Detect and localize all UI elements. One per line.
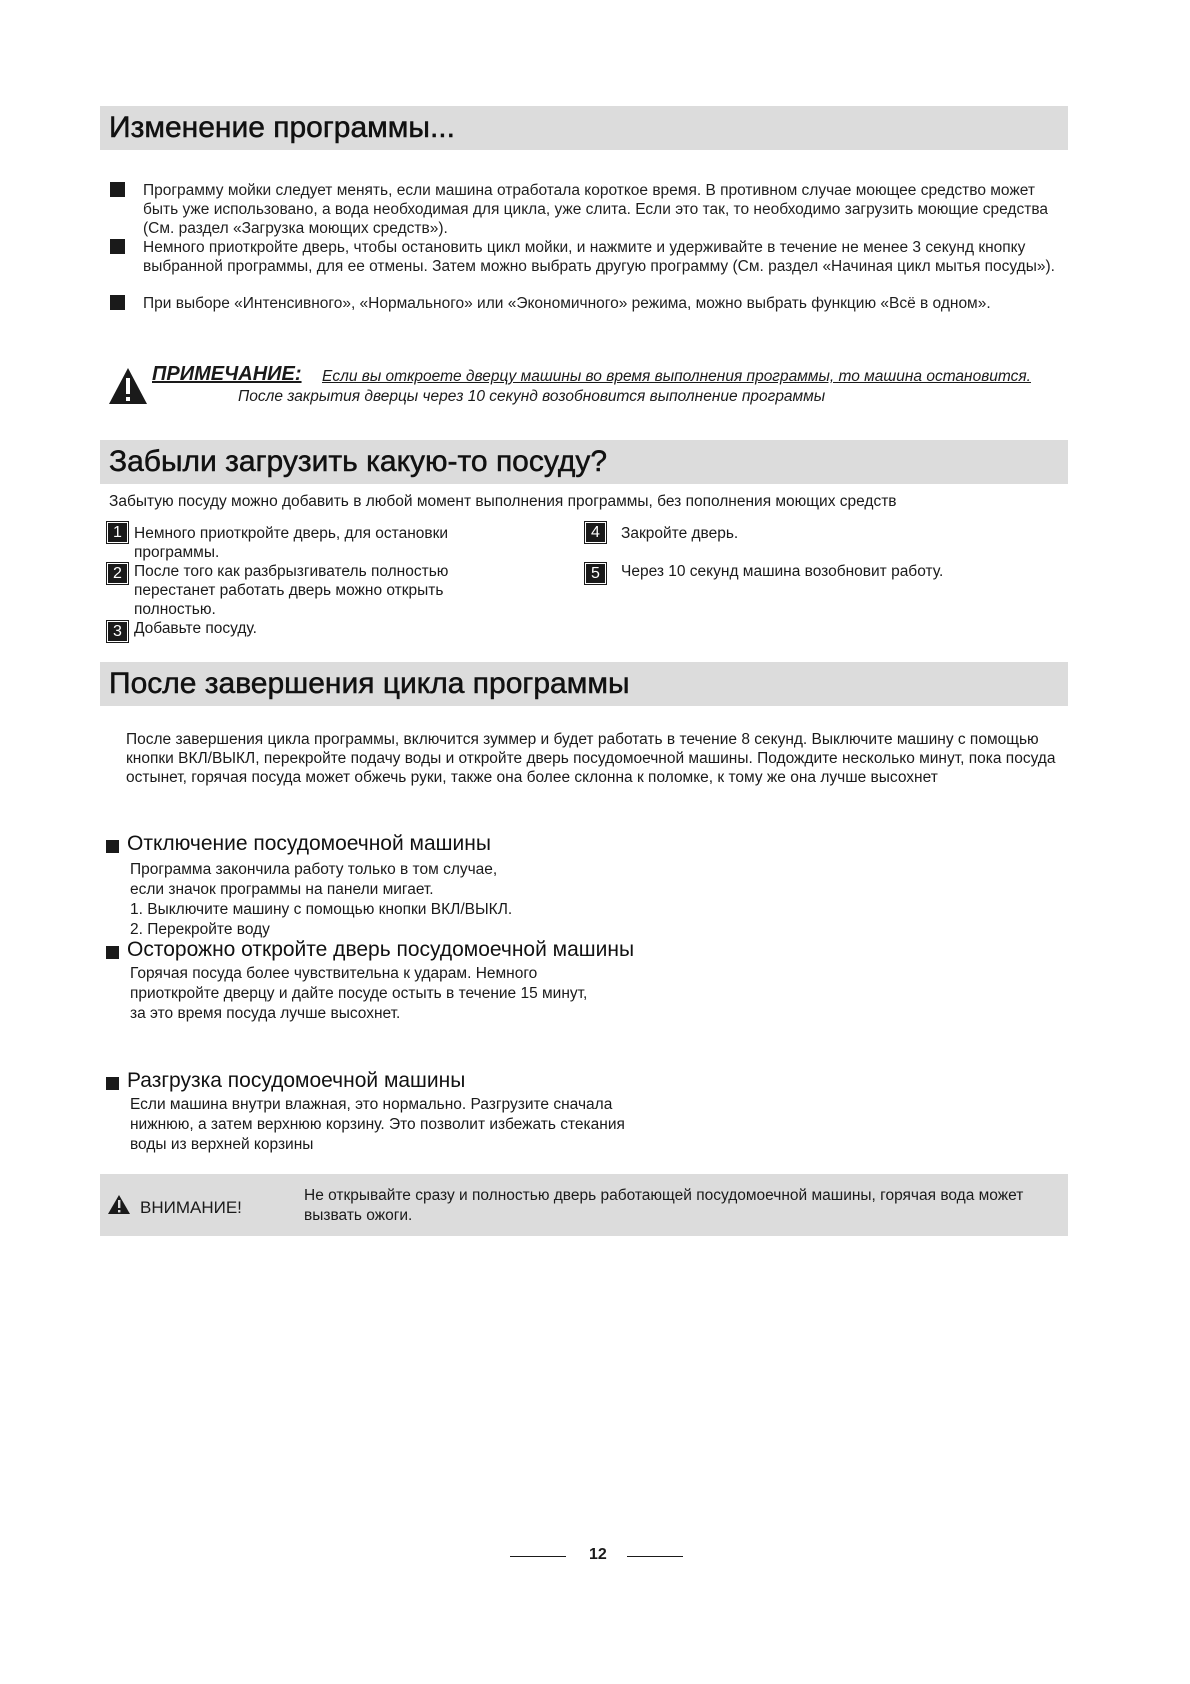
note-line-1: Если вы откроете дверцу машины во время выполнения программы, то машина остановится. [322,368,1031,385]
bullet-text: При выборе «Интенсивного», «Нормального» или «Экономичного» режима, можно выбрать функцию «Всё в одном». [143,295,991,312]
bullet-text: Немного приоткройте дверь, чтобы остановить цикл мойки, и нажмите и удерживайте в течение не менее 3 секунд кнопку выбранной программы, для ее отмены. Затем можно выбрать другую программу (См. раздел «Начиная цикл мытья посуды»). [143,239,1055,275]
bullet-square-icon [110,182,125,197]
step-number-badge: 2 [108,564,127,583]
section-title: Изменение программы... [109,111,455,144]
subsection-body: Программа закончила работу только в том случае, если значок программы на панели мигает. 1. Выключите машину с помощью кнопки ВКЛ/ВЫКЛ. 2. Перекройте воду [130,861,513,938]
step-number-badge: 3 [108,622,127,641]
step-number-badge: 4 [586,523,605,542]
section-intro: После завершения цикла программы, включится зуммер и будет работать в течение 8 секунд. Выключите машину с помощью кнопки ВКЛ/ВЫКЛ, перекройте подачу воды и откройте дверь посудомоечной машины. Подождите несколько минут, пока посуда остынет, горячая посуда может обжечь руки, также она более склонна к поломке, к тому же она лучше высохнет [126,731,1056,786]
warning-triangle-icon [108,367,148,405]
bullet-square-icon [106,1077,119,1090]
subsection-title: Осторожно откройте дверь посудомоечной машины [127,938,635,961]
page-number-rule-right [627,1556,683,1557]
step-text: Закройте дверь. [621,525,739,542]
section-header-after-cycle [100,662,1068,706]
page-number-rule-left [510,1556,566,1557]
section-header-forgot-dishes [100,440,1068,484]
subsection-body: Горячая посуда более чувствительна к ударам. Немного приоткройте дверцу и дайте посуде остыть в течение 15 минут, за это время посуда лучше высохнет. [130,965,588,1022]
step-text: Немного приоткройте дверь, для остановки программы. [134,525,449,561]
step-text: После того как разбрызгиватель полностью перестанет работать дверь можно открыть полностью. [134,563,449,618]
section-header-change-program [100,106,1068,150]
note-line-2: После закрытия дверцы через 10 секунд возобновится выполнение программы [238,388,826,405]
bullet-square-icon [110,239,125,254]
bullet-square-icon [106,946,119,959]
warning-text: Не открывайте сразу и полностью дверь работающей посудомоечной машины, горячая вода может вызвать ожоги. [304,1187,1024,1224]
step-text: Добавьте посуду. [134,620,257,637]
step-text: Через 10 секунд машина возобновит работу. [621,563,944,580]
subsection-title: Отключение посудомоечной машины [127,832,491,855]
step-number-badge: 1 [108,523,127,542]
subsection-body: Если машина внутри влажная, это нормально. Разгрузите сначала нижнюю, а затем верхнюю корзину. Это позволит избежать стекания воды из верхней корзины [130,1096,625,1153]
note-title: ПРИМЕЧАНИЕ: [152,363,302,385]
step-number-badge: 5 [586,564,605,583]
subsection-title: Разгрузка посудомоечной машины [127,1069,466,1092]
page-number: 12 [589,1546,607,1563]
bullet-square-icon [110,295,125,310]
warning-triangle-icon [107,1194,131,1215]
warning-label: ВНИМАНИЕ! [140,1198,242,1217]
section-title: После завершения цикла программы [109,667,630,700]
bullet-text: Программу мойки следует менять, если машина отработала короткое время. В противном случае моющее средство может быть уже использовано, а вода необходимая для цикла, уже слита. Если это так, то необходимо загрузить моющие средства (См. раздел «Загрузка моющих средств»). [143,182,1048,237]
section-intro: Забытую посуду можно добавить в любой момент выполнения программы, без пополнения моющих средств [109,493,897,510]
bullet-square-icon [106,840,119,853]
section-title: Забыли загрузить какую-то посуду? [109,445,608,478]
